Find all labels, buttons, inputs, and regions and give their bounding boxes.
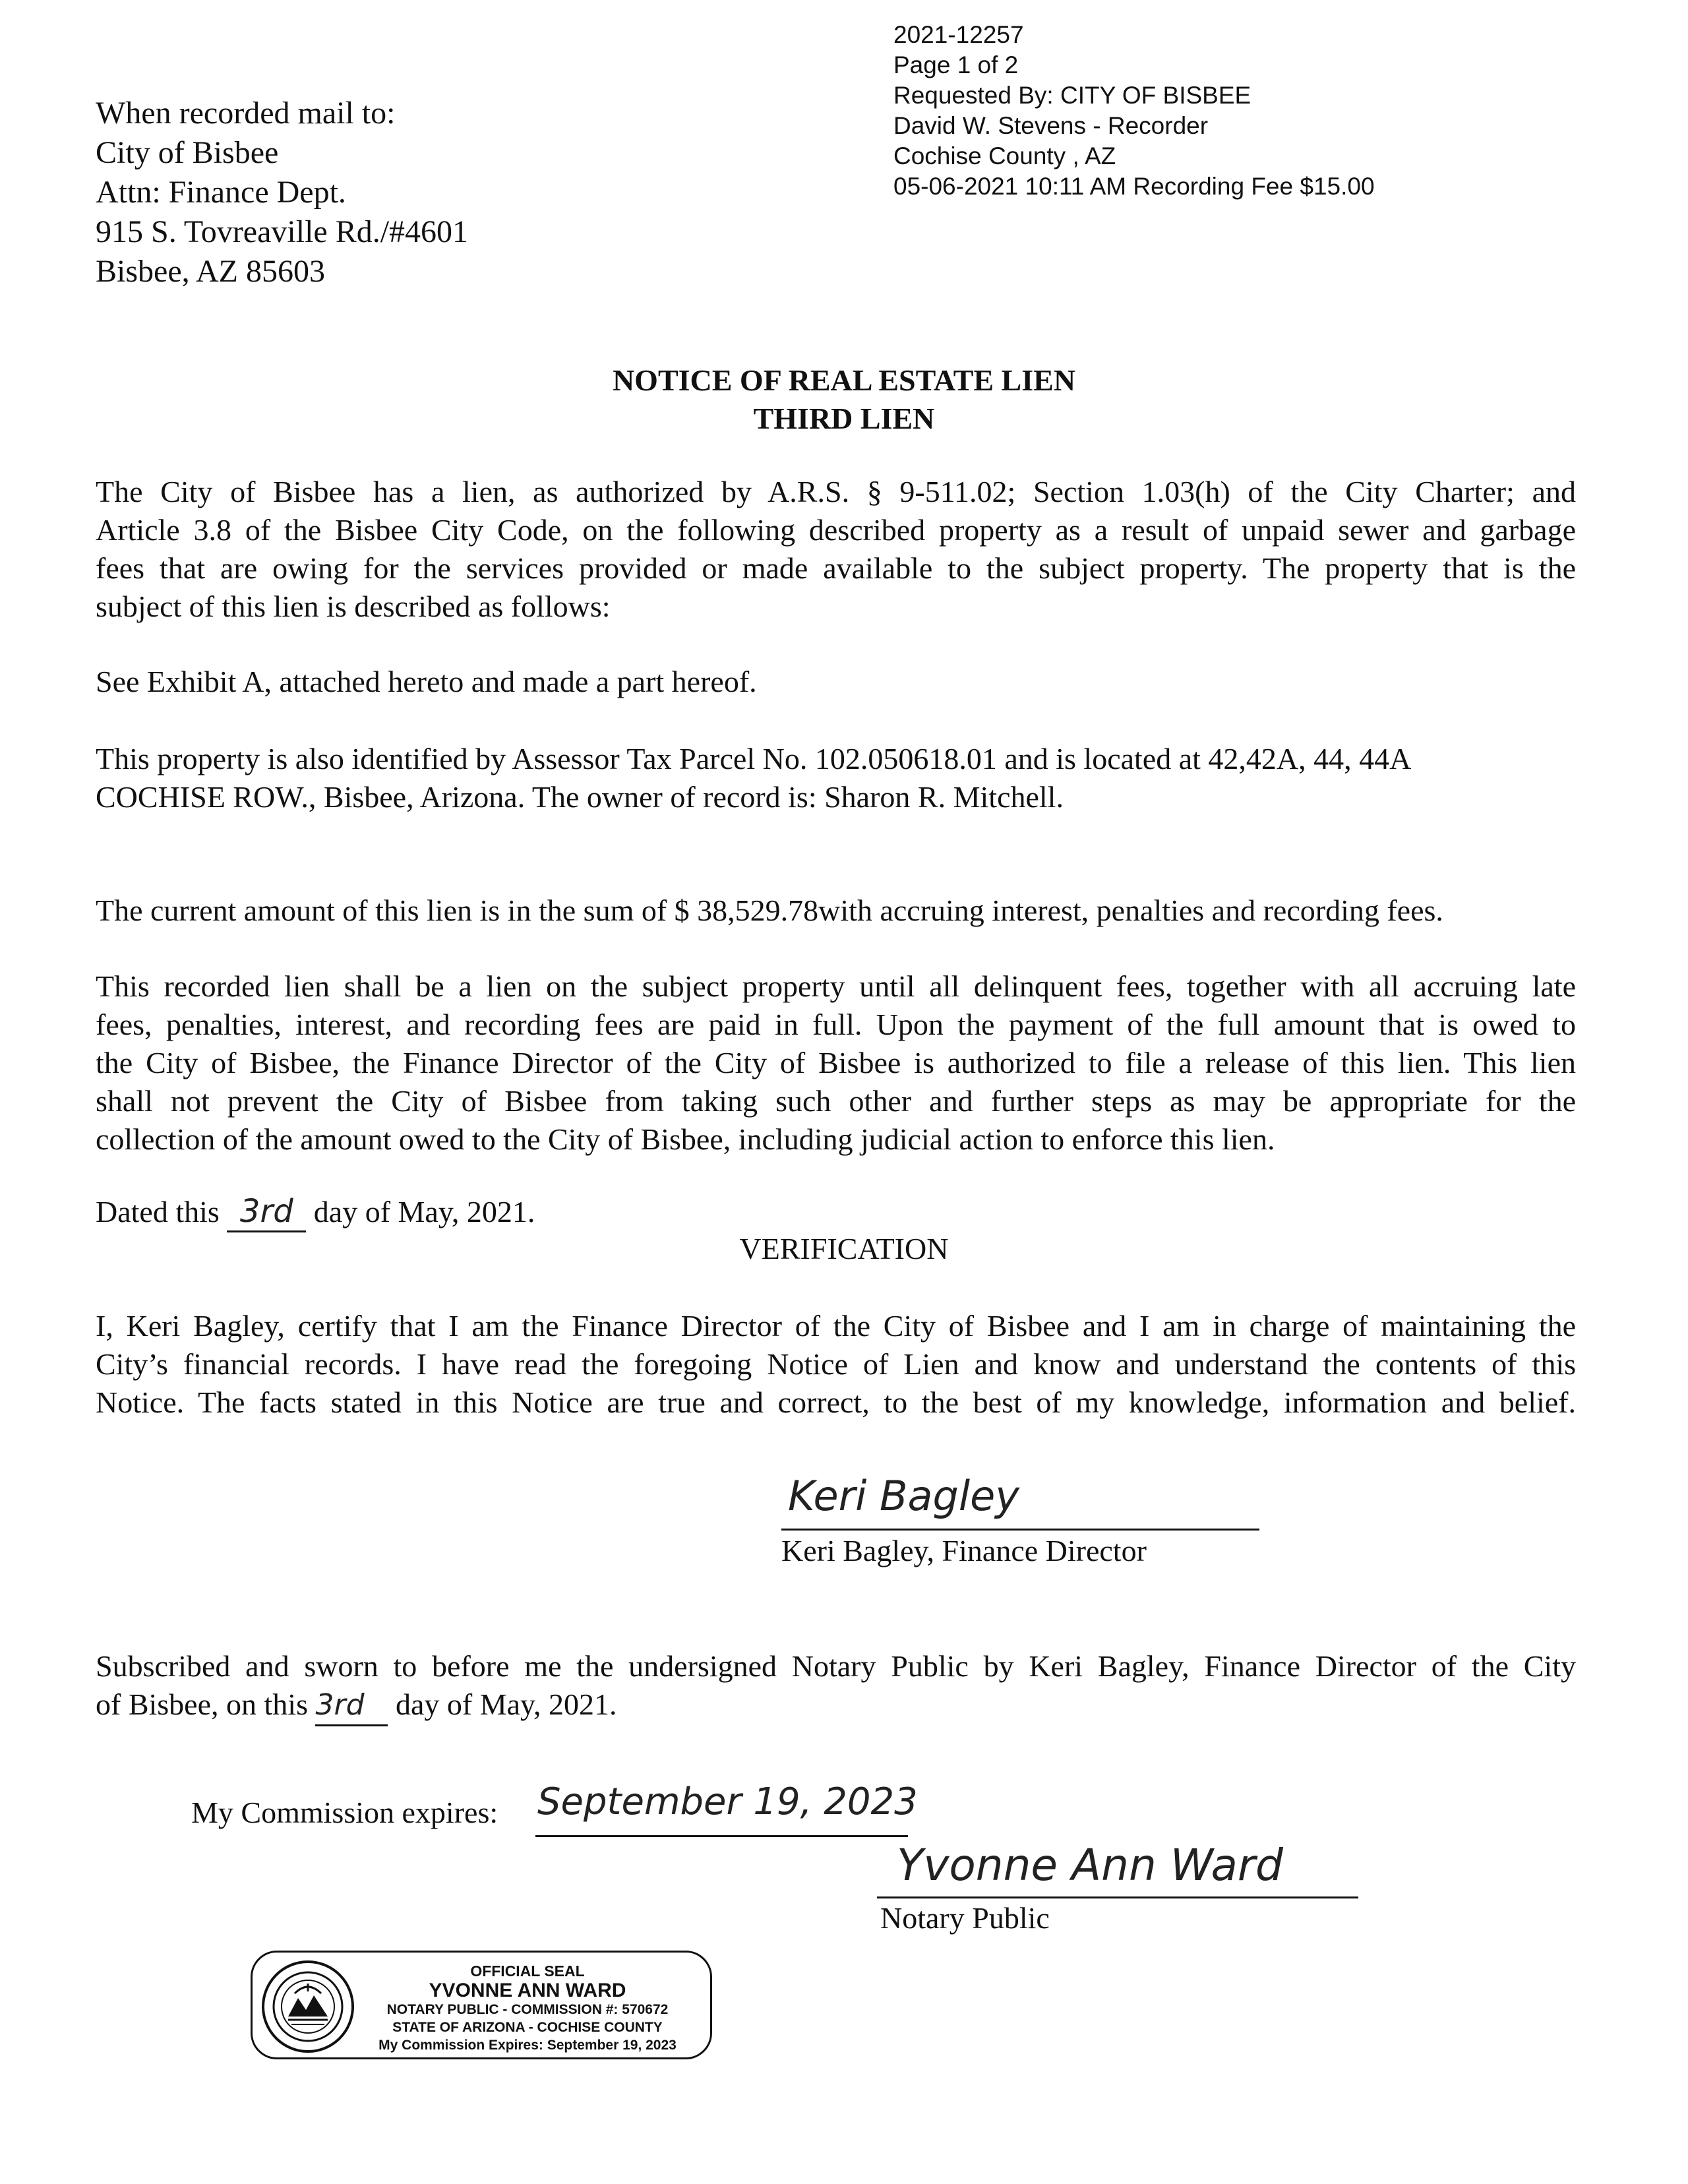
certification-paragraph	[96, 1307, 1576, 1422]
return-address-attn: Attn: Finance Dept.	[96, 175, 346, 210]
paragraph-line: fees, penalties, interest, and recording fees are paid in full. Upon the payment of the full amount that is owed to	[96, 1008, 1576, 1041]
paragraph-line: See Exhibit A, attached hereto and made a part hereof.	[96, 665, 757, 698]
paragraph-line: The current amount of this lien is in the sum of $ 38,529.78with accruing interest, penalties and recording fees.	[96, 894, 1443, 927]
recorded-lien-paragraph	[96, 967, 1576, 1159]
subscribed-suffix: day of May, 2021.	[395, 1687, 617, 1721]
seal-line-expires: My Commission Expires: September 19, 2023	[378, 2038, 677, 2053]
paragraph-line: fees that are owing for the services provided or made available to the subject property. The property that is the	[96, 551, 1576, 585]
return-address-street: 915 S. Tovreaville Rd./#4601	[96, 214, 469, 249]
recording-page: Page 1 of 2	[893, 51, 1019, 78]
recording-datetime-fee: 05-06-2021 10:11 AM Recording Fee $15.00	[893, 173, 1375, 200]
notary-signature: Yvonne Ann Ward	[897, 1840, 1283, 1891]
subscribed-prefix: of Bisbee, on this	[96, 1687, 308, 1721]
recording-stamp	[893, 20, 1375, 202]
seal-line-official: OFFICIAL SEAL	[470, 1962, 585, 1980]
paragraph-line: The City of Bisbee has a lien, as authorized by A.R.S. § 9-511.02; Section 1.03(h) of the City Charter; and	[96, 475, 1576, 508]
return-address-city: Bisbee, AZ 85603	[96, 254, 325, 289]
dated-line	[96, 1192, 1576, 1232]
exhibit-paragraph	[96, 663, 1576, 701]
dated-day: 3rd	[227, 1192, 306, 1232]
lien-amount-paragraph	[96, 892, 1576, 930]
paragraph-line: Article 3.8 of the Bisbee City Code, on the following described property as a result of unpaid sewer and garbage	[96, 513, 1576, 547]
recording-doc-number: 2021-12257	[893, 21, 1024, 48]
dated-prefix: Dated this	[96, 1195, 220, 1228]
recording-recorder: David W. Stevens - Recorder	[893, 112, 1209, 139]
paragraph-line	[96, 1685, 1576, 1726]
verification-heading: VERIFICATION	[739, 1232, 949, 1265]
return-address-heading: When recorded mail to:	[96, 96, 396, 131]
subscribed-paragraph	[96, 1647, 1576, 1726]
seal-text	[349, 1962, 706, 2054]
recording-county: Cochise County , AZ	[893, 142, 1116, 169]
paragraph-line: collection of the amount owed to the City of Bisbee, including judicial action to enforce this lien.	[96, 1122, 1275, 1156]
seal-line-commission: NOTARY PUBLIC - COMMISSION #: 570672	[386, 2002, 669, 2017]
notary-public-label: Notary Public	[880, 1901, 1050, 1935]
finance-director-label: Keri Bagley, Finance Director	[781, 1534, 1147, 1567]
recording-requested-by: Requested By: CITY OF BISBEE	[893, 82, 1251, 109]
subscribed-day: 3rd	[315, 1686, 388, 1726]
parcel-paragraph	[96, 740, 1576, 816]
paragraph-line: shall not prevent the City of Bisbee from taking such other and further steps as may be appropriate for the	[96, 1084, 1576, 1118]
seal-line-state: STATE OF ARIZONA - COCHISE COUNTY	[392, 2020, 663, 2035]
paragraph-line: subject of this lien is described as follows:	[96, 590, 611, 623]
finance-director-signature: Keri Bagley	[788, 1472, 1019, 1520]
paragraph-line: This property is also identified by Assessor Tax Parcel No. 102.050618.01 and is located at 42,42A, 44, 44A	[96, 742, 1412, 775]
notary-seal	[251, 1951, 712, 2059]
title-line-1: NOTICE OF REAL ESTATE LIEN	[612, 363, 1076, 397]
commission-expiry-date: September 19, 2023	[537, 1780, 918, 1823]
title-line-2: THIRD LIEN	[753, 402, 935, 435]
notary-signature-line	[877, 1896, 1358, 1898]
document-title	[0, 361, 1688, 438]
return-address-block	[96, 94, 468, 291]
return-address-name: City of Bisbee	[96, 135, 279, 170]
lien-authority-paragraph	[96, 473, 1576, 626]
paragraph-line: This recorded lien shall be a lien on the subject property until all delinquent fees, together with all accruing late	[96, 969, 1576, 1003]
dated-suffix: day of May, 2021.	[313, 1195, 535, 1228]
seal-line-name: YVONNE ANN WARD	[429, 1980, 626, 2001]
commission-expires-label: My Commission expires:	[191, 1796, 498, 1829]
paragraph-line: Subscribed and sworn to before me the undersigned Notary Public by Keri Bagley, Finance Director of the City	[96, 1649, 1576, 1683]
paragraph-line: City’s financial records. I have read the foregoing Notice of Lien and know and understand the contents of this	[96, 1347, 1576, 1381]
commission-line	[535, 1835, 908, 1837]
signature-line	[781, 1529, 1259, 1531]
state-seal-emblem-icon	[258, 1957, 357, 2056]
paragraph-line: COCHISE ROW., Bisbee, Arizona. The owner of record is: Sharon R. Mitchell.	[96, 780, 1064, 814]
paragraph-line: the City of Bisbee, the Finance Director of the City of Bisbee is authorized to file a release of this lien. This lien	[96, 1046, 1576, 1079]
paragraph-line: Notice. The facts stated in this Notice are true and correct, to the best of my knowledge, information and belief.	[96, 1385, 1576, 1419]
paragraph-line: I, Keri Bagley, certify that I am the Finance Director of the City of Bisbee and I am in charge of maintaining the	[96, 1309, 1576, 1343]
